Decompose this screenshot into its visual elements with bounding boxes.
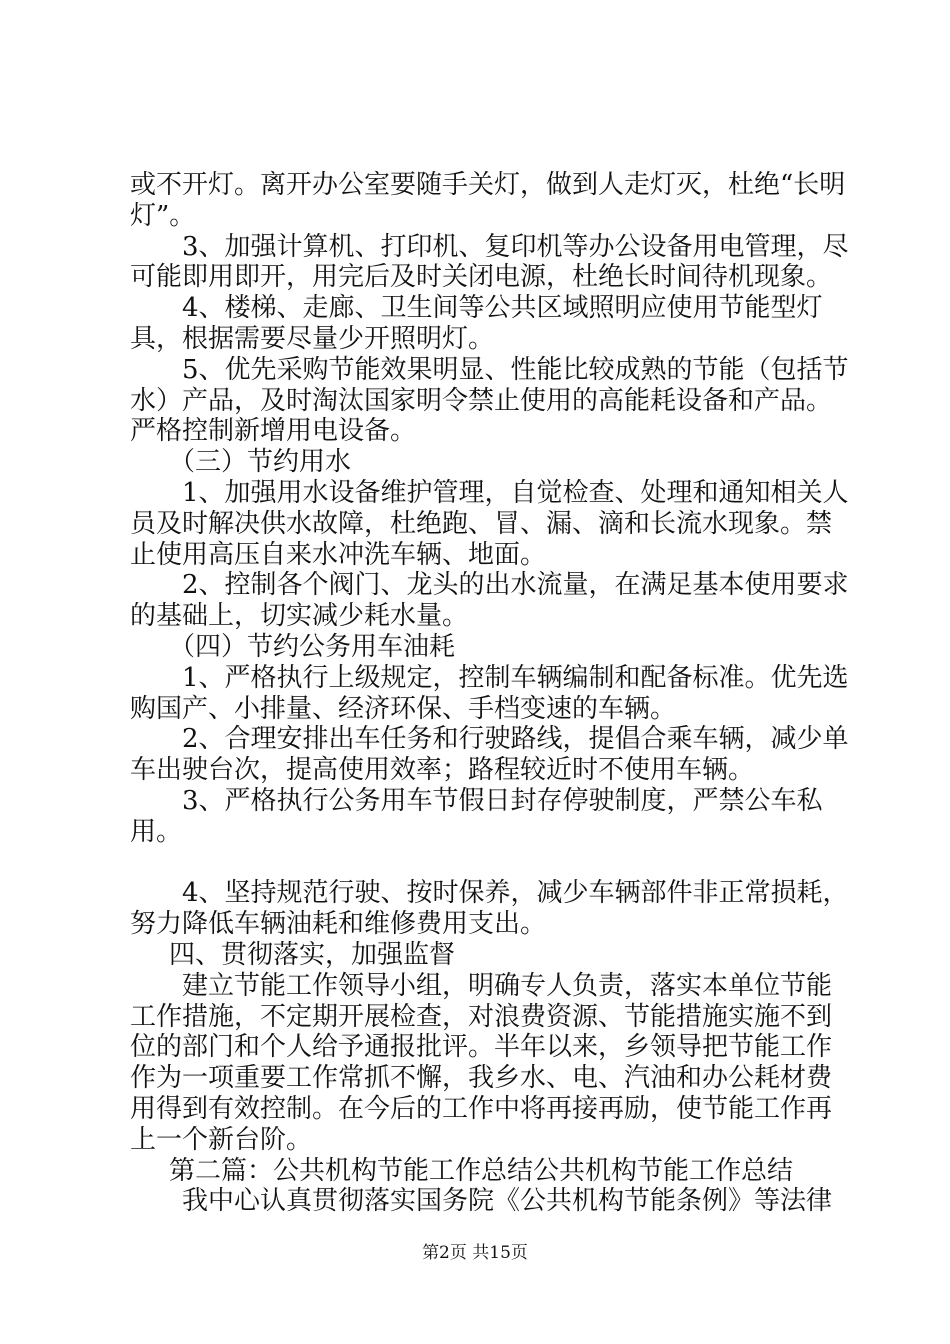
document-body: [130, 170, 850, 1217]
paragraph-supervision: 建立节能工作领导小组，明确专人负责，落实本单位节能工作措施，不定期开展检查，对浪费资源、节能措施实施不到位的部门和个人给予通报批评。半年以来，乡领导把节能工作作为一项重要工作常抓不懈，我乡水、电、汽油和办公耗材费用得到有效控制。在今后的工作中将再接再励，使节能工作再上一个新台阶。: [130, 970, 833, 1155]
section-heading-water: （三）节约用水: [169, 447, 352, 478]
paragraph-vehicle-standards: 1、严格执行上级规定，控制车辆编制和配备标准。优先选购国产、小排量、经济环保、手档变速的车辆。: [130, 662, 849, 724]
paragraph-water-maintenance: 1、加强用水设备维护管理，自觉检查、处理和通知相关人员及时解决供水故障，杜绝跑、冒、漏、滴和长流水现象。禁止使用高压自来水冲洗车辆、地面。: [130, 477, 849, 570]
page-number-label: 第2页 共15页: [422, 1243, 528, 1263]
page-footer: [0, 1242, 950, 1264]
paragraph-vehicle-holiday: 3、严格执行公务用车节假日封存停驶制度，严禁公车私用。: [130, 785, 823, 847]
paragraph-office-equipment: 3、加强计算机、打印机、复印机等办公设备用电管理，尽可能即用即开，用完后及时关闭电源，杜绝长时间待机现象。: [130, 231, 849, 293]
chapter-heading-second: 第二篇：公共机构节能工作总结公共机构节能工作总结: [169, 1155, 794, 1186]
paragraph-spacer: [130, 848, 850, 879]
paragraph-energy-procurement: 5、优先采购节能效果明显、性能比较成熟的节能（包括节水）产品，及时淘汰国家明令禁止使用的高能耗设备和产品。严格控制新增用电设备。: [130, 354, 849, 447]
paragraph-water-flow: 2、控制各个阀门、龙头的出水流量，在满足基本使用要求的基础上，切实减少耗水量。: [130, 570, 849, 632]
paragraph-lighting-end: 或不开灯。离开办公室要随手关灯，做到人走灯灭，杜绝“长明灯”。: [130, 170, 846, 231]
paragraph-public-lighting: 4、楼梯、走廊、卫生间等公共区域照明应使用节能型灯具，根据需要尽量少开照明灯。: [130, 293, 823, 354]
paragraph-second-intro: 我中心认真贯彻落实国务院《公共机构节能条例》等法律: [182, 1186, 833, 1217]
paragraph-vehicle-maintenance: 4、坚持规范行驶、按时保养，减少车辆部件非正常损耗，努力降低车辆油耗和维修费用支出。: [130, 878, 849, 940]
paragraph-vehicle-routing: 2、合理安排出车任务和行驶路线，提倡合乘车辆，减少单车出驶台次，提高使用效率；路程较近时不使用车辆。: [130, 724, 849, 786]
section-heading-supervision: 四、贯彻落实，加强监督: [169, 939, 456, 970]
section-heading-vehicle: （四）节约公务用车油耗: [169, 631, 456, 662]
